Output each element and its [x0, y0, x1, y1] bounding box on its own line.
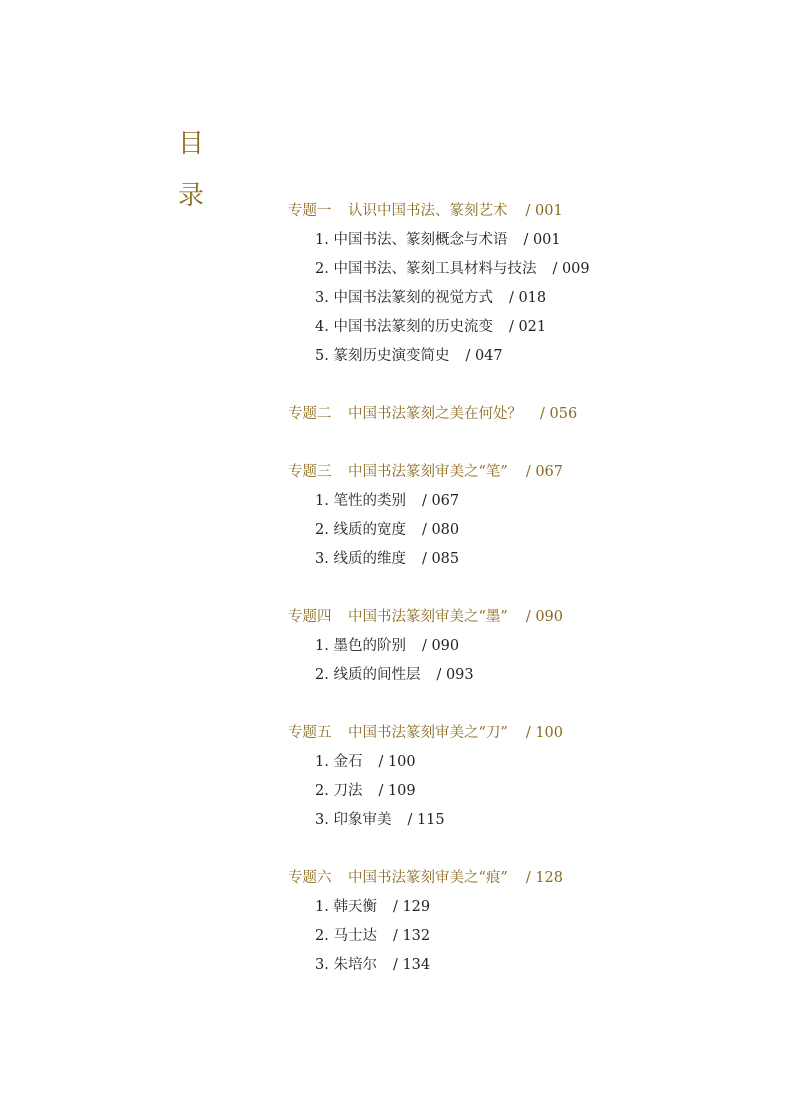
entry-title: 1. 墨色的阶别 — [315, 638, 406, 654]
entry-page-number: / 018 — [508, 290, 547, 306]
toc-heading — [178, 118, 218, 222]
entry-title: 2. 刀法 — [315, 783, 363, 799]
section-title-text: 中国书法篆刻审美之“刀” — [348, 725, 508, 741]
section-page-number: / 128 — [525, 870, 563, 886]
entry-page-number: / 109 — [378, 783, 416, 799]
entry-title: 5. 篆刻历史演变简史 — [315, 348, 450, 364]
entry-page-number: / 115 — [407, 812, 445, 828]
section-page-number: / 001 — [525, 203, 563, 219]
section-title-text: 中国书法篆刻审美之“笔” — [348, 464, 508, 480]
entry-title: 3. 线质的维度 — [315, 551, 406, 567]
section-title-text: 中国书法篆刻之美在何处？ — [348, 406, 522, 422]
section-number: 专题五 — [288, 725, 332, 741]
section-title[interactable] — [288, 719, 768, 748]
toc-section — [288, 197, 768, 371]
toc-entry[interactable] — [288, 922, 768, 951]
entry-title: 4. 中国书法篆刻的历史流变 — [315, 319, 493, 335]
entry-page-number: / 080 — [421, 522, 460, 538]
section-title-text: 中国书法篆刻审美之“痕” — [348, 870, 508, 886]
toc-entry[interactable] — [288, 632, 768, 661]
toc-entry[interactable] — [288, 748, 768, 777]
toc-entry[interactable] — [288, 661, 768, 690]
entry-title: 1. 韩天衡 — [315, 899, 377, 915]
entry-title: 2. 马士达 — [315, 928, 377, 944]
entry-page-number: / 100 — [378, 754, 416, 770]
entry-page-number: / 093 — [436, 667, 474, 683]
section-title-text: 认识中国书法、篆刻艺术 — [348, 203, 508, 219]
entry-page-number: / 132 — [392, 928, 431, 944]
entry-page-number: / 021 — [508, 319, 547, 335]
entry-page-number: / 090 — [421, 638, 460, 654]
section-title[interactable] — [288, 458, 768, 487]
toc-entry[interactable] — [288, 487, 768, 516]
entry-title: 1. 笔性的类别 — [315, 493, 406, 509]
toc-section — [288, 603, 768, 690]
toc-section — [288, 458, 768, 574]
toc-entry[interactable] — [288, 545, 768, 574]
entry-title: 3. 印象审美 — [315, 812, 392, 828]
heading-char-1: 目 — [178, 129, 205, 159]
toc-entry[interactable] — [288, 951, 768, 980]
section-title[interactable] — [288, 197, 768, 226]
toc-entry[interactable] — [288, 806, 768, 835]
section-page-number: / 067 — [525, 464, 563, 480]
toc-entry[interactable] — [288, 777, 768, 806]
section-title[interactable] — [288, 864, 768, 893]
section-number: 专题六 — [288, 870, 332, 886]
entry-page-number: / 134 — [392, 957, 431, 973]
entry-title: 1. 金石 — [315, 754, 363, 770]
section-title[interactable] — [288, 603, 768, 632]
section-title-text: 中国书法篆刻审美之“墨” — [348, 609, 508, 625]
entry-title: 2. 中国书法、篆刻工具材料与技法 — [315, 261, 537, 277]
toc-section — [288, 864, 768, 980]
toc-entry[interactable] — [288, 284, 768, 313]
entry-title: 3. 中国书法篆刻的视觉方式 — [315, 290, 493, 306]
entry-page-number: / 001 — [523, 232, 561, 248]
section-number: 专题四 — [288, 609, 332, 625]
toc-entry[interactable] — [288, 226, 768, 255]
section-number: 专题一 — [288, 203, 332, 219]
toc-entry[interactable] — [288, 893, 768, 922]
toc-entry[interactable] — [288, 255, 768, 284]
entry-title: 2. 线质的间性层 — [315, 667, 421, 683]
toc-section — [288, 719, 768, 835]
entry-title: 2. 线质的宽度 — [315, 522, 406, 538]
toc-entry[interactable] — [288, 342, 768, 371]
toc-entry[interactable] — [288, 313, 768, 342]
entry-title: 1. 中国书法、篆刻概念与术语 — [315, 232, 508, 248]
section-page-number: / 056 — [540, 406, 578, 422]
section-number: 专题二 — [288, 406, 332, 422]
entry-page-number: / 085 — [421, 551, 460, 567]
toc-section — [288, 400, 768, 429]
entry-page-number: / 047 — [465, 348, 503, 364]
section-page-number: / 100 — [525, 725, 563, 741]
section-number: 专题三 — [288, 464, 332, 480]
table-of-contents — [288, 197, 768, 1009]
entry-title: 3. 朱培尔 — [315, 957, 377, 973]
section-title[interactable] — [288, 400, 768, 429]
entry-page-number: / 129 — [392, 899, 431, 915]
entry-page-number: / 009 — [552, 261, 590, 277]
toc-entry[interactable] — [288, 516, 768, 545]
section-page-number: / 090 — [525, 609, 563, 625]
heading-char-2: 录 — [178, 181, 205, 211]
entry-page-number: / 067 — [421, 493, 460, 509]
